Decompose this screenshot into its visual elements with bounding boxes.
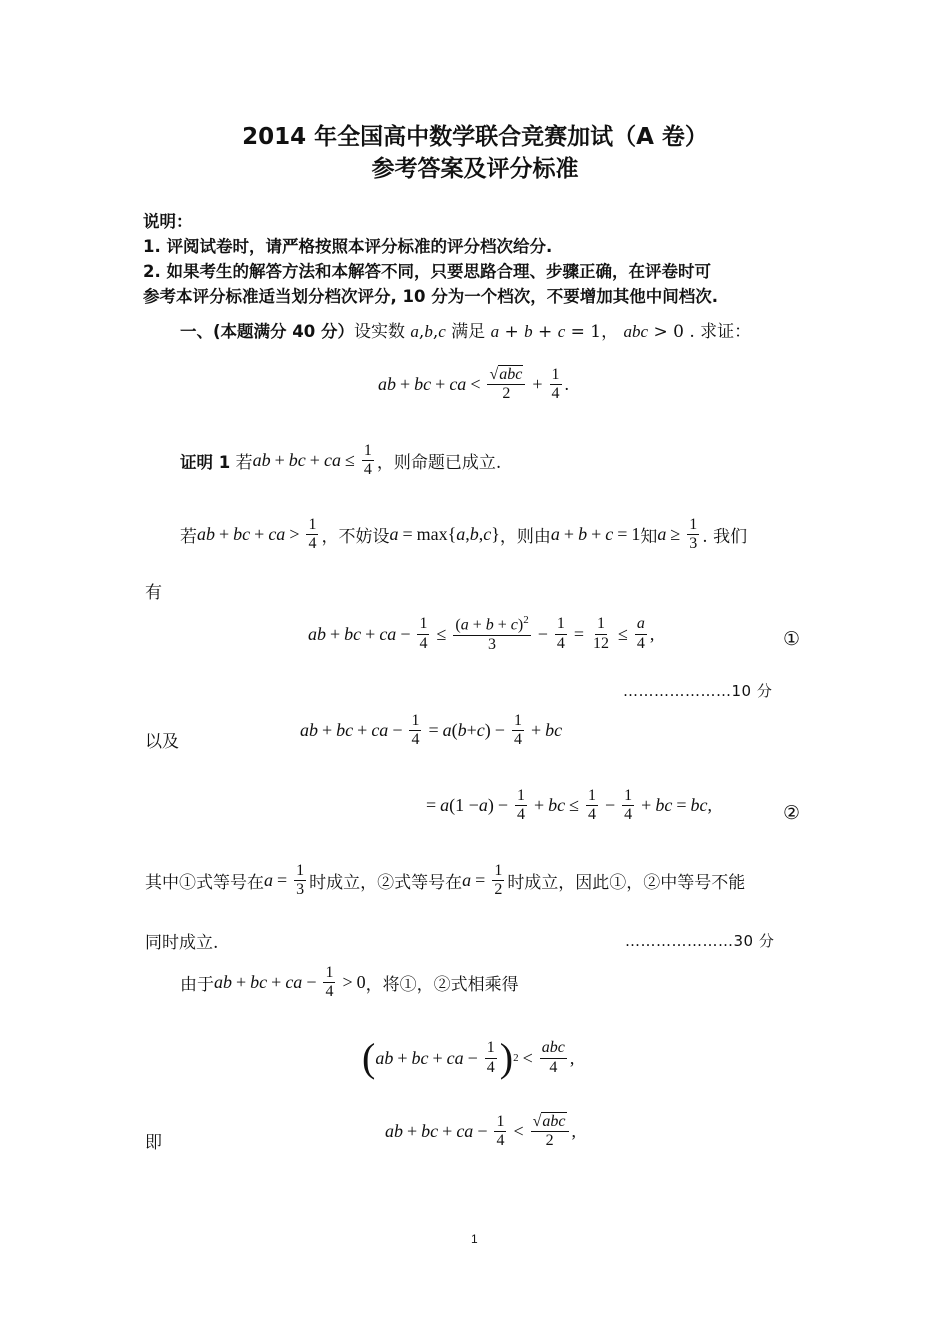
equation-2-line-1: ab + bc + ca − $\frac{1}{4}$ = a ( b + c ) − $\frac{1}{4}$ + bc — [300, 712, 563, 749]
notes-item-1: 1. 评阅试卷时，请严格按照本评分标准的评分档次给分. — [143, 237, 553, 256]
proof-paragraph-1: 证明 1 若 ab + bc + ca ≤ $\frac{1}{4}$ ，则命题已成立. — [180, 442, 502, 479]
proof-label: 证明 1 — [180, 452, 231, 472]
main-inequality: ab + bc + ca < $\frac{\text{√abc}}{2}$ + $\frac{1}{4}$ . — [378, 366, 570, 403]
title-line-2: 参考答案及评分标准 — [371, 156, 579, 182]
proof-paragraph-2: 若 ab + bc + ca > $\frac{1}{4}$ ，不妨设 a = max{ a , b , c } ，则由 a + b + c = 1 知 a ≥ $\frac{1}{3}$ . 我们 — [180, 516, 748, 553]
proof-paragraph-4: 由于 ab + bc + ca − $\frac{1}{4}$ > 0 ，将①，②式相乘得 — [180, 964, 519, 1001]
equation-2-marker: ② — [783, 802, 801, 824]
notes-item-2b: 参考本评分标准适当划分档次评分, 10 分为一个档次，不要增加其他中间档次. — [143, 287, 718, 306]
and-label: 以及 — [145, 732, 179, 752]
equation-4: ab + bc + ca − $\frac{1}{4}$ < $\frac{\text{√abc}}{2}$ , — [385, 1113, 577, 1150]
equation-1: ab + bc + ca − $\frac{1}{4}$ ≤ $\frac{(a + b + c)^2}{3}$ − $\frac{1}{4}$ = $\frac{1}{12}$ ≤ $\frac{a}{4}$ , — [308, 614, 655, 653]
equation-3: ( ab + bc + ca − $\frac{1}{4}$ ) 2 < $\frac{\text{abc}}{4}$ , — [362, 1035, 575, 1080]
notes-heading: 说明： — [143, 212, 193, 231]
notes-item-2a: 2. 如果考生的解答方法和本解答不同，只要思路合理、步骤正确，在评卷时可 — [143, 262, 711, 281]
ji-label: 即 — [145, 1133, 162, 1153]
score-30: …………………30 分 — [625, 932, 775, 950]
page-number: 1 — [471, 1232, 478, 1246]
proof-paragraph-3-end: 同时成立. — [145, 933, 219, 953]
title-line-1: 2014 年全国高中数学联合竞赛加试（A 卷） — [242, 124, 708, 150]
problem-label: 一、(本题满分 40 分） — [180, 322, 354, 341]
proof-paragraph-3: 其中①式等号在 a = $\frac{1}{3}$ 时成立，②式等号在 a = $\frac{1}{2}$ 时成立，因此①，②中等号不能 — [145, 862, 746, 899]
problem-statement: 一、(本题满分 40 分）设实数 a,b,c 满足 a + b + c = 1， abc > 0 . 求证： — [180, 322, 752, 342]
equation-1-marker: ① — [783, 628, 801, 650]
proof-continuation: 有 — [145, 583, 162, 603]
equation-2-line-2: = a (1 − a ) − $\frac{1}{4}$ + bc ≤ $\frac{1}{4}$ − $\frac{1}{4}$ + bc = bc , — [426, 787, 712, 824]
score-10: …………………10 分 — [623, 682, 773, 700]
